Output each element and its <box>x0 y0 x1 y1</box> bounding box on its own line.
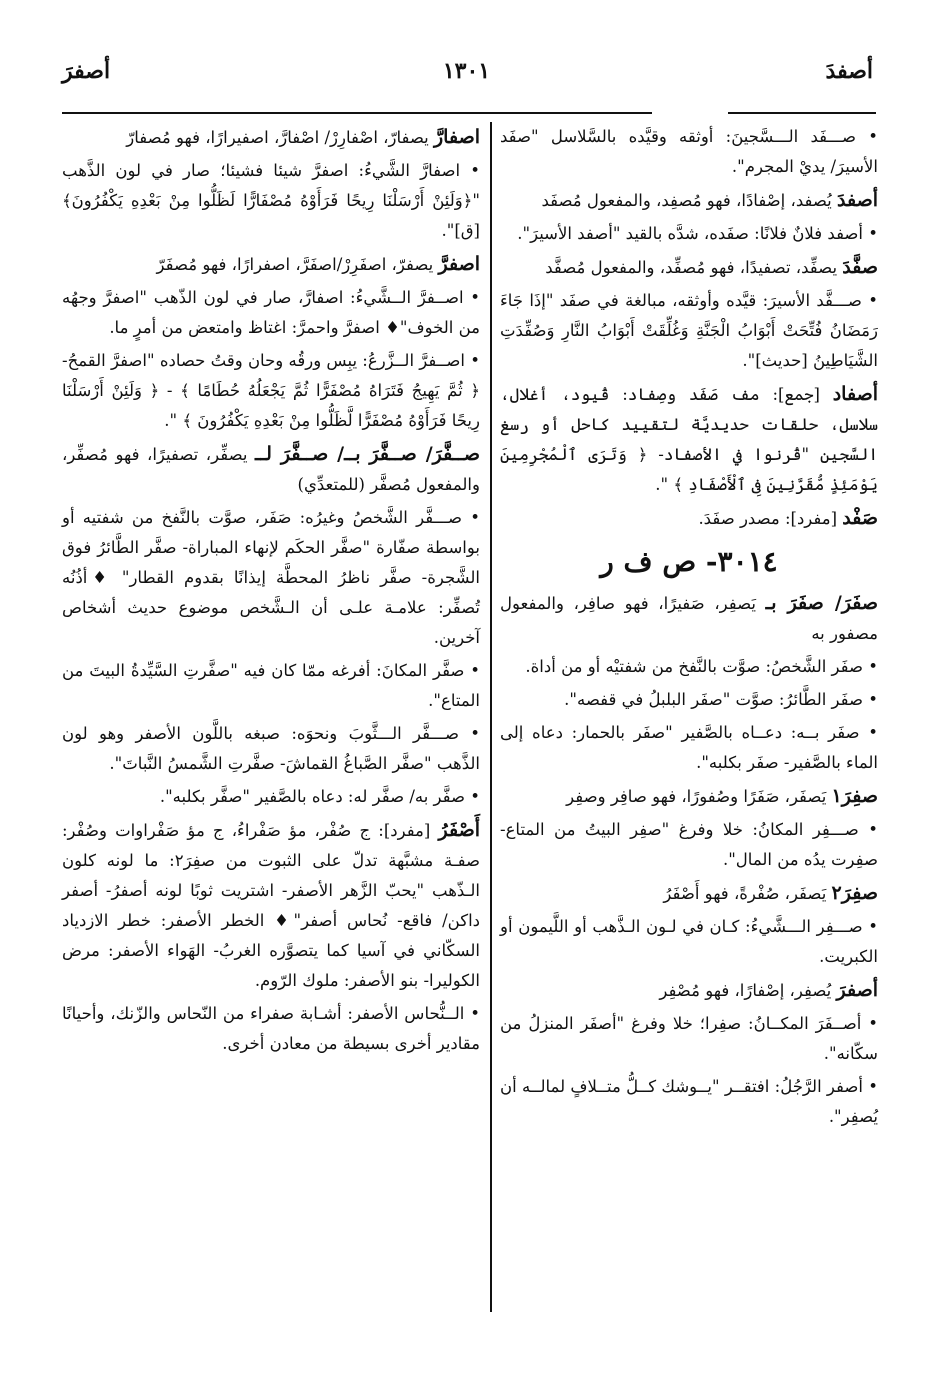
entry-paragraph <box>62 719 480 779</box>
header-rule-left <box>62 112 652 114</box>
entry-text: • صـــفِر الـــشَّيءُ: كـان في لـون الـذَّهب أو اللَّيمون أو الكبريت. <box>500 917 878 966</box>
entry-paragraph <box>500 685 878 715</box>
entry-paragraph <box>500 718 878 778</box>
entry-text: • أصفر الرَّجُلُ: افتقــر "يــوشك كــلُّ متــلافٍ لمالــه أن يُصفِر". <box>500 1077 878 1126</box>
right-column <box>500 122 878 1135</box>
column-divider <box>490 122 492 1312</box>
entry-text: [مفرد]: مصدر صفَدَ. <box>698 509 843 528</box>
entry-text: يصفارّ، اصْفارِرْ/ اصْفارَّ، اصفيرارًا، فهو مُصفارّ <box>126 128 434 147</box>
entry-text: يُصفد، إصْفادًا، فهو مُصفِد، والمفعول مُصفَد <box>541 191 837 210</box>
entry-text: • صـــفَّد الأسيرَ: قيَّده وأوثقه، مبالغة في صفَد "إذَا جَاءَ رَمَضَانُ فُتِّحَتْ أَبْوَابُ الْجَنَّةِ وَغُلِّقَتْ أَبْوَابُ النَّارِ وَصُفِّدَتِ الشَّيَاطِينُ [حديث]". <box>500 291 878 370</box>
entry-paragraph <box>500 652 878 682</box>
headword: أَصْفَرُ <box>438 819 480 841</box>
entry-paragraph <box>500 975 878 1006</box>
entry-paragraph <box>62 782 480 812</box>
entry-text: • الــنُّحاس الأصفر: أشـابة صفراء من النّحاس والزّنك، وأحيانًا مقادير أخرى بسيطة من معادن أخرى. <box>62 1004 480 1053</box>
entry-paragraph <box>62 439 480 500</box>
entry-paragraph <box>500 286 878 376</box>
entry-text: يَصفَر، صُفْرةً، فهو أَصْفَرُ <box>663 884 832 903</box>
header-left-word: أصفرَ <box>62 58 111 84</box>
entry-text: • صـــفِر المكانُ: خلا وفرغ "صفِر البيتُ من المتاع- صفِرت يدُه من المال". <box>500 820 878 869</box>
entry-paragraph <box>62 346 480 436</box>
entry-text: • صفَر الطَّائرُ: صوَّت "صفَر البلبلُ في قفصه". <box>564 690 878 709</box>
headword: صفَرَ/ صفَرَ بـ <box>765 592 878 614</box>
entry-text: • صفَّر المكانَ: أفرغه ممّا كان فيه "صفَّرتِ السَّيِّدةُ البيتَ من المتاع". <box>62 661 480 710</box>
root-heading: ٣٠١٤- ص ف ر <box>600 545 778 578</box>
entry-text: • أصــفَرَ المكــانُ: صفِرا؛ خلا وفرغ "أصفَر المنزلُ من سكّانه". <box>500 1014 878 1063</box>
entry-text: • أصفد فلانٌ فلانًا: صفَده، شدَّه بالقيد "أصفد الأسيرَ". <box>517 224 878 243</box>
entry-paragraph <box>500 122 878 182</box>
entry-paragraph <box>500 588 878 649</box>
entry-paragraph <box>500 781 878 812</box>
entry-text: • صـــفَّر الشَّخصُ وغيرُه: صَفَر، صوَّت بالنَّفخ من شفتيه أو بواسطة صفّارة "صفَّر الحكَم لإنهاء المباراة- صفَّر الطَّائرُ فوق الشَّجرة- صفَّر ناظرُ المحطَّة إيذانًا بقدوم القطار" ♦أذُنُه تُصفِّر: علامـة علـى أن الـشَّخص موضوع حديث أشخاص آخرين. <box>62 508 480 647</box>
entry-paragraph <box>500 503 878 534</box>
headword: صــفَّرَ/ صــفَّرَ بــ/ صــفَّرَ لــ <box>255 443 481 465</box>
entry-text: يصفِّد، تصفيدًا، فهو مُصفِّد، والمفعول مُصفَّد <box>545 258 843 277</box>
entry-paragraph <box>500 1009 878 1069</box>
entry-text: • اصــفرَّ الــشَّيءُ: اصفارَّ، صار في لون الذّهب "اصفرَّ وجهُه من الخوف"♦ اصفرَّ واحمرَّ: اغتاظ وامتعض من أمرٍ ما. <box>62 288 480 337</box>
entry-text: [جمع]: مف صَفَد وصِفاد: قُيود، أغلال، سلاسل، حلقات حديديَّة لتقييد كاحل أو رسغ السَّجين "قُرنوا في الأصفاد- ﴿ وَتَرَى ٱلْمُجْرِمِينَ يَوْمَئِذٍ مُّقَرَّنِينَ فِى ٱلْأَصْفَادِ ﴾ ". <box>500 385 878 494</box>
entry-text: • صفَر الشَّخصُ: صوَّت بالنَّفخ من شفتيْه أو من أداة. <box>525 657 878 676</box>
entry-paragraph <box>500 379 878 500</box>
entry-text: [مفرد]: ج صُفْر، مؤ صَفْراءُ، ج مؤ صَفْراوات وصُفْر: صفـة مشبَّهة تدلّ على الثبوت من صفِرَ٢: ما لونه كلون الـذّهب "يحبّ الزَّهر الأصفر- اشتريت ثوبًا لونه أصفرُ- أصفر داكن/ فاقع- نُحاس أصفر"♦ الخطر الأصفر: خطر الازدياد السكّاني في آسيا كما يتصوَّره الغربُ- الهَواء الأصفر: مرض الكوليرا- بنو الأصفر: ملوك الرّوم. <box>62 821 480 990</box>
entry-paragraph <box>62 656 480 716</box>
entry-text: • صـــفَد الـــسَّجينَ: أوثقه وقيَّده بالسَّلاسل "صفَد الأسيرَ/ يديْ المجرم". <box>500 127 878 176</box>
entry-text: • صفَّر به/ صفَّر له: دعاه بالصَّفير "صفَّر بكلبه". <box>159 787 480 806</box>
entry-paragraph <box>500 1072 878 1132</box>
entry-paragraph <box>500 185 878 216</box>
entry-text: • صـــفَّر الـــثَّوبَ ونحوَه: صبغه باللَّون الأصفر وهو لون الذَّهب "صفَّر الصَّباغُ القماشَ- صفَّرتِ الشَّمسُ النَّباتَ". <box>62 724 480 773</box>
left-column <box>62 122 480 1062</box>
entry-paragraph <box>62 283 480 343</box>
page-number: ١٣٠١ <box>442 58 491 84</box>
headword: صَفْد <box>842 507 878 529</box>
entry-paragraph <box>62 156 480 246</box>
headword: اصفرَّ <box>438 253 480 275</box>
entry-paragraph <box>62 999 480 1059</box>
entry-text: يصفرّ، اصفَرِرْ/اصفَرَّ، اصفرارًا، فهو مُصفَرّ <box>156 255 439 274</box>
headword: أصفاد <box>832 383 878 405</box>
entry-paragraph <box>500 219 878 249</box>
entry-paragraph <box>500 912 878 972</box>
headword: اصفارَّ <box>434 126 480 148</box>
entry-paragraph <box>62 503 480 653</box>
headword: صفِرَ١ <box>831 785 878 807</box>
entry-text: يَصفِر، صَفيرًا، فهو صافِر، والمفعول مصفور به <box>500 594 878 643</box>
headword: صفِرَ٢ <box>831 882 878 904</box>
headword: أصفدَ <box>837 189 878 211</box>
entry-paragraph <box>62 815 480 996</box>
entry-paragraph <box>62 122 480 153</box>
entry-paragraph <box>500 252 878 283</box>
entry-text: يُصفِر، إصْفارًا، فهو مُصْفِر <box>659 981 837 1000</box>
headword: أصفرَ <box>836 979 878 1001</box>
entry-text: • صفَر بــه: دعــاه بالصَّفير "صفَر بالحمار: دعاه إلى الماء بالصَّفير- صفَر بكلبه". <box>500 723 878 772</box>
entry-text: • اصفارَّ الشَّيءُ: اصفرَّ شيئا فشيئا؛ صار في لون الذَّهب "﴿وَلَئِنْ أَرْسَلْنَا رِيحًا فَرَأَوْهُ مُصْفَارًّا لَظَلُّوا مِنْ بَعْدِهِ يَكْفُرُونَ﴾ [ق]". <box>62 161 480 240</box>
entry-text: يَصفَر، صَفَرًا وصُفورًا، فهو صافِر وصفِر <box>566 787 832 806</box>
header-right-word: أصفدَ <box>825 58 873 84</box>
entry-paragraph <box>500 878 878 909</box>
headword: صفَّدَ <box>842 256 878 278</box>
header-rule-right <box>728 112 876 114</box>
entry-paragraph <box>500 815 878 875</box>
entry-text: يصفِّر، تصفيرًا، فهو مُصفِّر، والمفعول مُصفَّر (للمتعدِّي) <box>62 445 480 494</box>
entry-paragraph <box>62 249 480 280</box>
entry-text: • اصــفرَّ الــزَّرعُ: يبِس ورقُه وحان وقتُ حصاده "اصفرَّ القمحُ- ﴿ ثُمَّ يَهِيجُ فَتَرَاهُ مُصْفَرًّا ثُمَّ يَجْعَلُهُ حُطَامًا ﴾ - ﴿ وَلَئِنْ أَرْسَلْنَا رِيحًا فَرَأَوْهُ مُصْفَرًّا لَّظَلُّوا مِنْ بَعْدِهِ يَكْفُرُونَ ﴾ ". <box>62 351 480 430</box>
